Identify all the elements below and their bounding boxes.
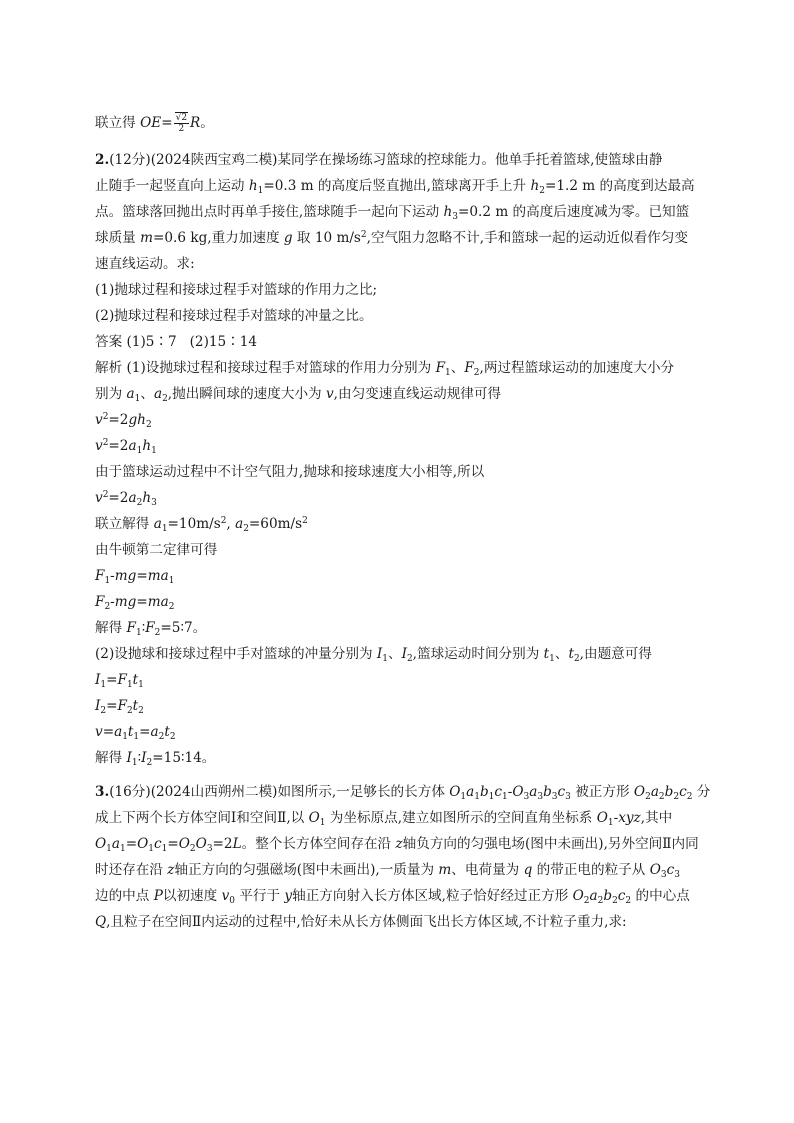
equation-f2: $F_2-mg=ma_2$ <box>95 594 175 612</box>
result-force-ratio: 解得 $F_1∶F_2=5∶7$。 <box>95 620 207 638</box>
answer-line: 答案 (1)5∶7 (2)15∶14 <box>95 334 258 350</box>
equation-v2-2gh2: $v^2=2gh_2$ <box>95 412 152 430</box>
analysis-line-4: 由牛顿第二定律可得 <box>95 542 218 558</box>
problem-2-statement-line-2: 止随手一起竖直向上运动 $h_1=0.3$ m 的高度后竖直抛出,篮球离开手上升 $h_2=1.2$ m 的高度到达最高 <box>95 178 695 196</box>
problem-2-statement-line-4: 球质量 m=0.6 kg,重力加速度 g 取 10 $m/s^2$,空气阻力忽略不计,手和篮球一起的运动近似看作匀变 <box>95 230 688 246</box>
equation-i1: $I_1=F_1t_1$ <box>95 672 144 690</box>
question-2: (2)抛球过程和接球过程手对篮球的冲量之比。 <box>95 308 373 324</box>
problem-3-statement-line-5: 边的中点 P以初速度 $v_0$ 平行于 y轴正方向射入长方体区域,粒子恰好经过正方形 $O_2a_2b_2c_2$ 的中心点 <box>95 888 690 906</box>
result-impulse-ratio: 解得 $I_1∶I_2=15∶14$。 <box>95 750 216 768</box>
solution-conclusion-line <box>95 113 214 134</box>
sqrt2-over-2-fraction: $\frac{√2}{2}$ <box>175 113 188 134</box>
problem-3-statement-line-2: 成上下两个长方体空间Ⅰ和空间Ⅱ,以 $O_1$ 为坐标原点,建立如图所示的空间直角坐标系 $O_1$-xyz,其中 <box>95 810 673 828</box>
equation-v2-2a1h1: $v^2=2a_1h_1$ <box>95 438 157 456</box>
analysis-line-3: 由于篮球运动过程中不计空气阻力,抛球和接球速度大小相等,所以 <box>95 464 485 480</box>
problem-3-statement-line-6: Q,且粒子在空间Ⅱ内运动的过程中,恰好未从长方体侧面飞出长方体区域,不计粒子重力,求: <box>95 914 627 930</box>
formula-text: 联立得 OE= $\frac{√2}{2}$ R。 <box>95 113 214 134</box>
problem-3-statement-line-1: 3.(16分)(2024山西朔州二模)如图所示,一足够长的长方体 $O_1a_1b_1c_1-O_3a_3b_3c_3$ 被正方形 $O_2a_2b_2c_2$ 分 <box>95 784 711 802</box>
analysis-line-5: (2)设抛球和接球过程中手对篮球的冲量分别为 $I_1$、$I_2$,篮球运动时间分别为 $t_1$、$t_2$,由题意可得 <box>95 646 652 664</box>
analysis-line-1: 解析 (1)设抛球过程和接球过程手对篮球的作用力分别为 $F_1$、$F_2$,两过程篮球运动的加速度大小分 <box>95 360 675 378</box>
problem-3-statement-line-4: 时还存在沿 z轴正方向的匀强磁场(图中未画出),一质量为 m、电荷量为 q 的带正电的粒子从 $O_3c_3$ <box>95 862 680 880</box>
problem-2-statement-line-5: 速直线运动。求: <box>95 256 195 272</box>
problem-3-statement-line-3: $O_1a_1=O_1c_1=O_2O_3=2L$。整个长方体空间存在沿 z轴负方向的匀强电场(图中未画出),另外空间Ⅱ内同 <box>95 836 699 854</box>
equation-f1: $F_1-mg=ma_1$ <box>95 568 175 586</box>
problem-2-statement-line-3: 点。篮球落回抛出点时再单手接住,篮球随手一起向下运动 $h_3=0.2$ m 的高度后速度减为零。已知篮 <box>95 204 690 222</box>
problem-2-statement-line-1: 2.(12分)(2024陕西宝鸡二模)某同学在操场练习篮球的控球能力。他单手托着篮球,使篮球由静 <box>95 152 663 168</box>
question-1: (1)抛球过程和接球过程手对篮球的作用力之比; <box>95 282 378 298</box>
equation-v2-2a2h3: $v^2=2a_2h_3$ <box>95 490 157 508</box>
analysis-line-2: 别为 $a_1$、$a_2$,抛出瞬间球的速度大小为 v,由匀变速直线运动规律可得 <box>95 386 502 404</box>
equation-v-at: $v=a_1t_1=a_2t_2$ <box>95 724 176 742</box>
equation-i2: $I_2=F_2t_2$ <box>95 698 144 716</box>
equation-acceleration-result: 联立解得 $a_1=10m/s^2$, $a_2=60m/s^2$ <box>95 516 308 534</box>
